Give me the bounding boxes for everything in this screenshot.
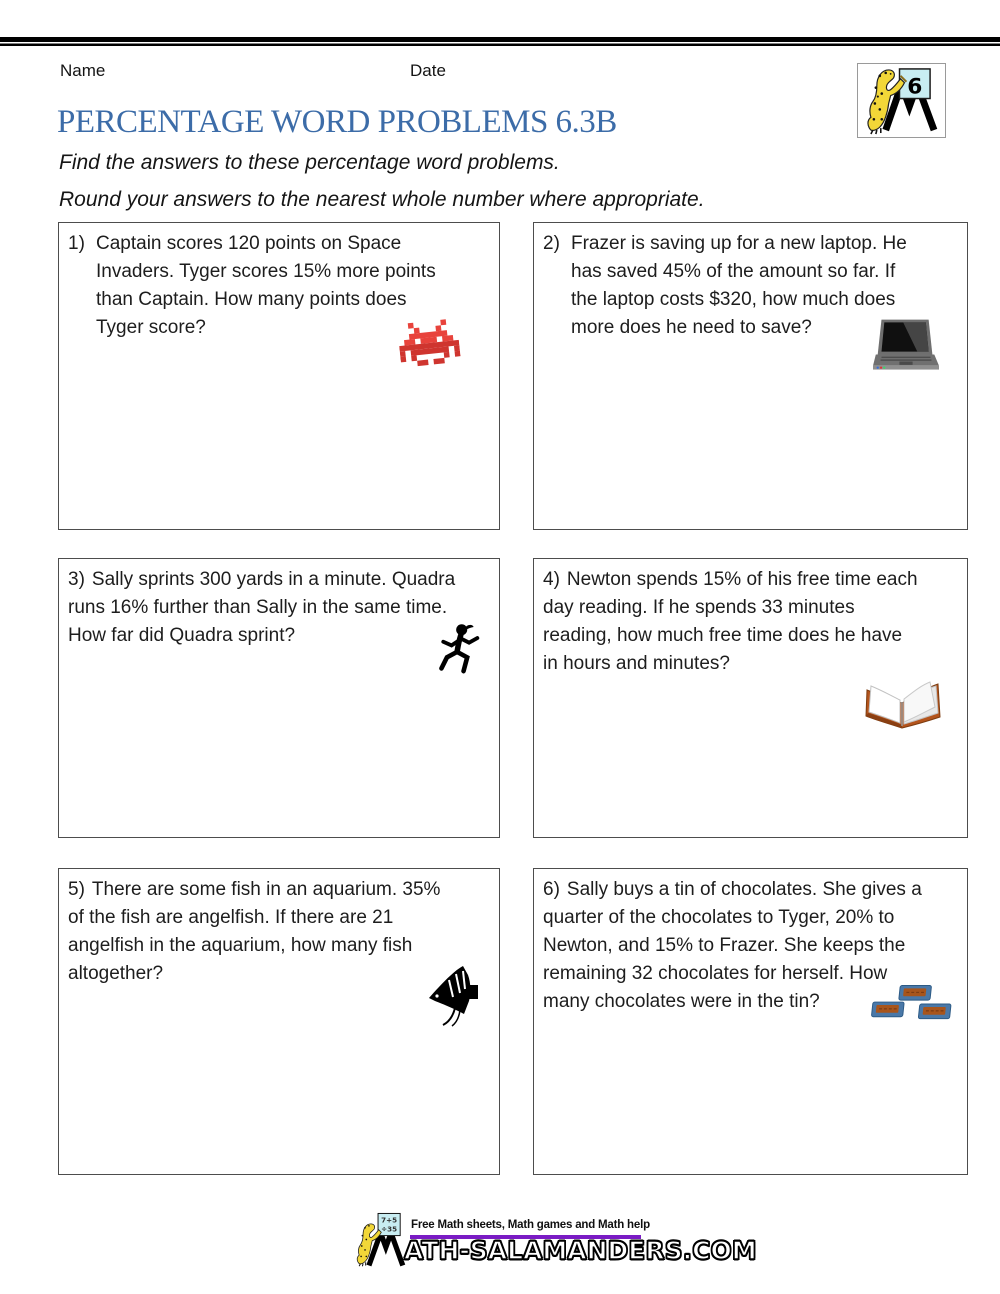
name-label: Name: [60, 61, 106, 80]
problem-6-number: 6): [543, 879, 560, 900]
problem-4-text: Newton spends 15% of his free time each day reading. If he spends 33 minutes reading, how much free time does he have in hours and minutes?: [543, 569, 918, 674]
footer: [350, 1208, 757, 1278]
page-title: PERCENTAGE WORD PROBLEMS 6.3B: [57, 104, 617, 140]
chocolates-icon: [871, 985, 953, 1025]
problem-1-text: Captain scores 120 points on Space Invaders. Tyger scores 15% more points than Captain. How many points does Tyger score?: [96, 233, 436, 338]
grade-badge: [857, 63, 946, 138]
problem-3-text: Sally sprints 300 yards in a minute. Quadra runs 16% further than Sally in the same time. How far did Quadra sprint?: [68, 569, 456, 646]
laptop-icon: [873, 317, 939, 375]
footer-board-top: 7+5: [381, 1215, 398, 1225]
runner-icon: [435, 619, 481, 681]
problem-box-4: [533, 558, 968, 838]
problem-5-text: There are some fish in an aquarium. 35% of the fish are angelfish. If there are 21 angelfish in the aquarium, how many fish altogether?: [68, 879, 441, 984]
problem-6-text: Sally buys a tin of chocolates. She gives a quarter of the chocolates to Tyger, 20% to Newton, and 15% to Frazer. She keeps the remaining 32 chocolates for herself. How many chocolates were in the tin?: [543, 879, 922, 1012]
angelfish-icon: [427, 963, 483, 1027]
problem-4-text-block: [534, 559, 967, 678]
problem-2-number: 2): [543, 233, 560, 254]
footer-site-text: ATH-SALAMANDERS.COM: [404, 1236, 757, 1265]
salamander-grade-logo: [858, 64, 943, 135]
salamander-logo-icon: [352, 1212, 408, 1267]
date-label: Date: [410, 61, 446, 80]
problem-3-text-block: [59, 559, 499, 650]
grade-number: 6: [907, 74, 923, 100]
problem-box-2: [533, 222, 968, 530]
book-icon: [862, 675, 942, 733]
problem-box-1: [58, 222, 500, 530]
problem-2-text: Frazer is saving up for a new laptop. He has saved 45% of the amount so far. If the laptop costs $320, how much does more does he need to save?: [571, 233, 907, 338]
footer-board-bottom: ÷35: [381, 1224, 398, 1234]
problem-1-number: 1): [68, 233, 85, 254]
problem-box-5: [58, 868, 500, 1175]
space-invader-icon: [397, 316, 462, 370]
top-rule: [0, 37, 1000, 46]
footer-tagline: Free Math sheets, Math games and Math help: [411, 1219, 650, 1231]
instruction-line-1: Find the answers to these percentage word problems.: [59, 151, 560, 174]
problem-box-3: [58, 558, 500, 838]
problem-5-number: 5): [68, 879, 85, 900]
problem-box-6: [533, 868, 968, 1175]
problem-4-number: 4): [543, 569, 560, 590]
instruction-line-2: Round your answers to the nearest whole number where appropriate.: [59, 188, 705, 211]
problem-3-number: 3): [68, 569, 85, 590]
